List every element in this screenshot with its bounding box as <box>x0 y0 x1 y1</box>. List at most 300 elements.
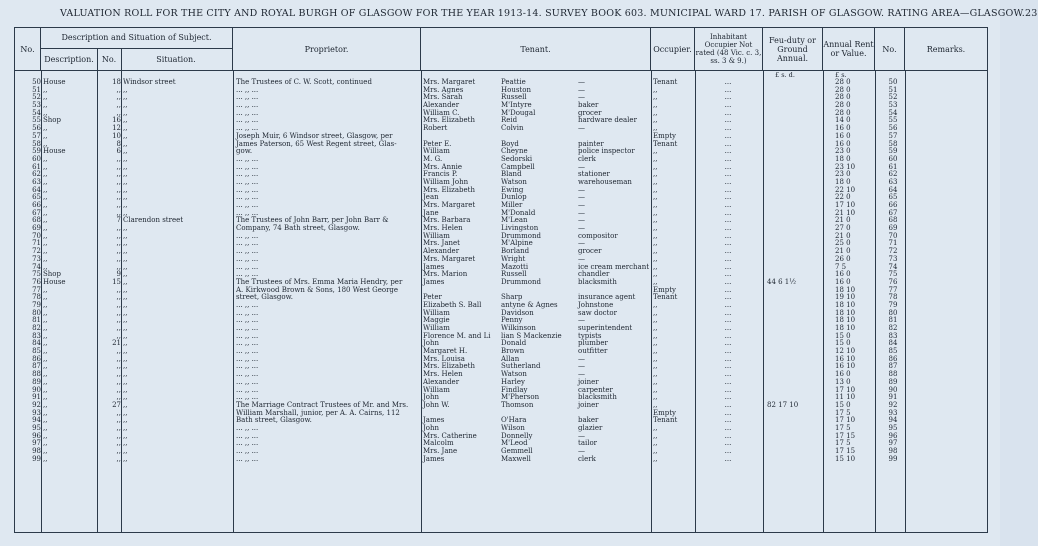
cell-prop: ... ,, ... <box>236 116 259 125</box>
cell-no2: 57 <box>888 131 898 140</box>
cell-sn: Harley <box>501 377 525 386</box>
cell-inh: ... <box>724 139 732 148</box>
cell-desc: ,, <box>43 85 48 94</box>
cell-num: ,, <box>116 408 121 417</box>
cell-num: ,, <box>116 201 121 209</box>
cell-fn: Mrs. Margaret <box>423 254 476 263</box>
cell-rent: 17 10 <box>835 385 856 394</box>
cell-desc: ,, <box>43 285 48 294</box>
cell-desc: ,, <box>43 177 48 186</box>
cell-no: 95 <box>32 423 41 432</box>
cell-inh: ... <box>724 331 732 340</box>
cell-num: ,, <box>116 162 121 171</box>
cell-occ: — <box>578 316 585 325</box>
cell-inh: ... <box>724 177 732 186</box>
cell-rent: 28 0 <box>835 108 851 117</box>
cell-occ: superintendent <box>578 324 633 332</box>
cell-oc: Empty <box>653 285 676 294</box>
cell-fn: Jean <box>423 193 439 202</box>
cell-rent: 17 5 <box>835 408 851 417</box>
cell-num: ,, <box>116 316 121 325</box>
cell-num: 8 <box>116 139 121 148</box>
cell-num: 18 <box>112 78 121 86</box>
cell-desc: ,, <box>43 370 48 379</box>
cell-no: 97 <box>32 439 41 448</box>
cell-no2: 70 <box>888 231 898 240</box>
cell-inh: ... <box>724 277 732 286</box>
cell-num: ,, <box>116 331 121 340</box>
cell-no2: 59 <box>888 147 898 156</box>
cell-oc: ,, <box>653 347 658 356</box>
cell-fn: Mrs. Agnes <box>423 85 464 94</box>
cell-inh: ... <box>724 362 732 371</box>
cell-oc: ,, <box>653 447 658 455</box>
cell-no2: 75 <box>888 270 898 279</box>
cell-inh: ... <box>724 431 732 440</box>
cell-no2: 94 <box>888 416 898 425</box>
cell-occ: — <box>578 254 585 263</box>
cell-fn: Alexander <box>423 247 460 256</box>
cell-no2: 56 <box>888 124 898 133</box>
cell-desc: ,, <box>43 108 48 117</box>
cell-sn: Russell <box>501 270 527 279</box>
cell-inh: ... <box>724 131 732 140</box>
cell-desc: ,, <box>43 439 48 448</box>
cell-num: ,, <box>116 231 121 240</box>
cell-num: 7 <box>116 216 121 225</box>
cell-oc: Tenant <box>653 139 678 148</box>
cell-sn: Maxwell <box>501 454 531 463</box>
cell-num: 9 <box>116 270 121 279</box>
cell-fn: James <box>423 454 445 463</box>
cell-no: 77 <box>32 285 41 294</box>
cell-no2: 54 <box>888 108 898 117</box>
cell-prop: ... ,, ... <box>236 308 259 317</box>
cell-fn: Mrs. Catherine <box>423 431 477 440</box>
cell-desc: ,, <box>43 393 48 402</box>
cell-desc: Shop <box>43 270 61 279</box>
cell-prop: ... ,, ... <box>236 370 259 379</box>
cell-fn: Mrs. Margaret <box>423 78 476 86</box>
cell-fn: M. G. <box>423 154 443 163</box>
cell-sn: Penny <box>501 316 523 325</box>
cell-rent: 21 0 <box>835 216 851 225</box>
cell-fn: Mrs. Elizabeth <box>423 185 475 194</box>
cell-num: ,, <box>116 285 121 294</box>
cell-sit: ,, <box>123 447 128 455</box>
cell-occ: grocer <box>578 247 602 256</box>
cell-oc: ,, <box>653 262 658 271</box>
cell-num: 21 <box>112 339 121 348</box>
cell-rent: 15 10 <box>835 454 856 463</box>
cell-no: 81 <box>32 316 41 325</box>
cell-fn: Alexander <box>423 101 460 110</box>
cell-desc: ,, <box>43 385 48 394</box>
cell-desc: ,, <box>43 170 48 179</box>
cell-sit: ,, <box>123 239 128 248</box>
cell-occ: — <box>578 208 585 217</box>
cell-fn: Francis P. <box>423 170 458 179</box>
cell-num: ,, <box>116 185 121 194</box>
cell-occ: — <box>578 362 585 371</box>
cell-num: ,, <box>116 416 121 425</box>
cell-fn: James <box>423 277 445 286</box>
cell-inh: ... <box>724 339 732 348</box>
cell-num: ,, <box>116 93 121 102</box>
cell-sit: ,, <box>123 85 128 94</box>
cell-inh: ... <box>724 124 732 133</box>
cell-oc: ,, <box>653 339 658 348</box>
cell-inh: ... <box>724 78 732 86</box>
cell-occ: — <box>578 162 585 171</box>
col-sit-header: Situation. <box>156 55 196 64</box>
cell-prop: The Trustees of Mrs. Emma Maria Hendry, per <box>236 277 403 286</box>
cell-occ: — <box>578 224 585 233</box>
cell-no2: 95 <box>888 423 898 432</box>
cell-prop: ... ,, ... <box>236 193 259 202</box>
cell-sit: ,, <box>123 185 128 194</box>
cell-no2: 79 <box>888 300 898 309</box>
cell-sn: Mazotti <box>501 262 529 271</box>
cell-sit: ,, <box>123 224 128 233</box>
cell-inh: ... <box>724 231 732 240</box>
cell-desc: ,, <box>43 239 48 248</box>
cell-desc: ,, <box>43 208 48 217</box>
cell-inh: ... <box>724 208 732 217</box>
cell-no2: 78 <box>888 293 898 302</box>
cell-no: 71 <box>32 239 41 248</box>
cell-prop: ... ,, ... <box>236 300 259 309</box>
col-remarks-header: Remarks. <box>926 44 966 54</box>
cell-occ: ice cream merchant <box>578 262 650 271</box>
cell-fn: Mrs. Jane <box>423 447 458 455</box>
cell-num: ,, <box>116 377 121 386</box>
cell-sit: ,, <box>123 131 128 140</box>
cell-sit: ,, <box>123 377 128 386</box>
cell-sit: ,, <box>123 177 128 186</box>
cell-desc: ,, <box>43 347 48 356</box>
cell-no2: 91 <box>888 393 898 402</box>
cell-no: 78 <box>32 293 41 302</box>
cell-occ: painter <box>578 139 604 148</box>
cell-no2: 82 <box>888 324 898 332</box>
cell-sit: ,, <box>123 139 128 148</box>
cell-occ: blacksmith <box>578 277 617 286</box>
cell-sn: Wright <box>501 254 526 263</box>
cell-oc: ,, <box>653 254 658 263</box>
cell-sn: Thomson <box>501 400 534 409</box>
cell-occ: baker <box>578 416 599 425</box>
cell-occ: — <box>578 85 585 94</box>
cell-num: ,, <box>116 447 121 455</box>
cell-rent: 17 10 <box>835 416 856 425</box>
cell-fn: William <box>423 385 450 394</box>
cell-occ: stationer <box>578 170 610 179</box>
cell-no2: 88 <box>888 370 898 379</box>
cell-num: ,, <box>116 85 121 94</box>
cell-sit: ,, <box>123 124 128 133</box>
cell-occ: Johnstone <box>578 300 614 309</box>
cell-oc: ,, <box>653 431 658 440</box>
cell-oc: ,, <box>653 454 658 463</box>
cell-fn: Mrs. Sarah <box>423 93 463 102</box>
cell-inh: ... <box>724 347 732 356</box>
cell-oc: ,, <box>653 393 658 402</box>
cell-prop: ... ,, ... <box>236 170 259 179</box>
cell-oc: ,, <box>653 423 658 432</box>
cell-no: 73 <box>32 254 41 263</box>
cell-sn: Boyd <box>501 139 519 148</box>
cell-prop: ... ,, ... <box>236 362 259 371</box>
cell-no: 96 <box>32 431 41 440</box>
cell-desc: ,, <box>43 254 48 263</box>
cell-desc: ,, <box>43 224 48 233</box>
cell-rent: 17 5 <box>835 439 851 448</box>
cell-oc: Tenant <box>653 293 678 302</box>
cell-prop: ... ,, ... <box>236 316 259 325</box>
cell-rent: 22 10 <box>835 185 856 194</box>
cell-sit: Windsor street <box>123 78 176 86</box>
cell-occ: compositor <box>578 231 618 240</box>
cell-desc: House <box>43 147 66 156</box>
cell-sn: M'Dougal <box>501 108 536 117</box>
cell-no2: 73 <box>888 254 898 263</box>
cell-fn: Robert <box>423 124 448 133</box>
cell-oc: Empty <box>653 131 676 140</box>
cell-rent: 18 0 <box>835 177 851 186</box>
cell-num: ,, <box>116 193 121 202</box>
cell-sn: M'Lean <box>501 216 528 225</box>
cell-oc: ,, <box>653 231 658 240</box>
cell-oc: ,, <box>653 185 658 194</box>
cell-sit: ,, <box>123 93 128 102</box>
cell-no: 85 <box>32 347 41 356</box>
cell-fn: Mrs. Marion <box>423 270 468 279</box>
cell-rent: 16 10 <box>835 354 856 363</box>
cell-occ: warehouseman <box>578 177 632 186</box>
cell-rent: 16 10 <box>835 362 856 371</box>
cell-rent: 19 10 <box>835 293 856 302</box>
cell-sn: Brown <box>501 347 525 356</box>
cell-prop: The Trustees of C. W. Scott, continued <box>236 78 372 86</box>
cell-fn: William <box>423 231 450 240</box>
cell-inh: ... <box>724 201 732 209</box>
cell-sit: ,, <box>123 270 128 279</box>
cell-fn: Malcolm <box>423 439 454 448</box>
cell-sit: ,, <box>123 339 128 348</box>
cell-prop: ... ,, ... <box>236 201 259 209</box>
cell-sn: Cheyne <box>501 147 528 156</box>
cell-oc: ,, <box>653 85 658 94</box>
cell-oc: ,, <box>653 101 658 110</box>
col-prop-header: Proprietor. <box>233 28 421 70</box>
cell-sn: Wilkinson <box>501 324 536 332</box>
cell-fn: Maggie <box>423 316 450 325</box>
cell-num: ,, <box>116 454 121 463</box>
cell-sn: Drummond <box>501 277 541 286</box>
cell-rent: 27 0 <box>835 224 851 233</box>
cell-num: ,, <box>116 385 121 394</box>
cell-inh: ... <box>724 185 732 194</box>
cell-oc: ,, <box>653 162 658 171</box>
cell-no2: 98 <box>888 447 898 455</box>
cell-sit: ,, <box>123 293 128 302</box>
cell-sn: Ewing <box>501 185 524 194</box>
cell-oc: ,, <box>653 170 658 179</box>
cell-inh: ... <box>724 116 732 125</box>
cell-rent: 18 10 <box>835 324 856 332</box>
cell-desc: ,, <box>43 408 48 417</box>
cell-fn: Jane <box>423 208 439 217</box>
cell-sn: Wilson <box>501 423 525 432</box>
cell-no: 89 <box>32 377 41 386</box>
cell-sit: ,, <box>123 170 128 179</box>
cell-sit: ,, <box>123 423 128 432</box>
cell-oc: ,, <box>653 193 658 202</box>
cell-inh: ... <box>724 324 732 332</box>
rent-units: £ s. <box>835 71 847 79</box>
cell-occ: hardware dealer <box>578 116 637 125</box>
cell-desc: ,, <box>43 131 48 140</box>
col-no-header: No. <box>15 28 41 70</box>
cell-occ: — <box>578 354 585 363</box>
cell-prop: ... ,, ... <box>236 262 259 271</box>
cell-sit: ,, <box>123 231 128 240</box>
cell-prop: ... ,, ... <box>236 124 259 133</box>
cell-desc: ,, <box>43 247 48 256</box>
cell-desc: ,, <box>43 162 48 171</box>
cell-fn: Peter E. <box>423 139 452 148</box>
cell-fn: James <box>423 262 445 271</box>
cell-num: ,, <box>116 354 121 363</box>
cell-prop: ... ,, ... <box>236 270 259 279</box>
cell-rent: 16 0 <box>835 139 851 148</box>
cell-rent: 28 0 <box>835 78 851 86</box>
cell-rent: 21 10 <box>835 208 856 217</box>
cell-oc: Tenant <box>653 416 678 425</box>
cell-prop: ... ,, ... <box>236 239 259 248</box>
cell-num: ,, <box>116 177 121 186</box>
cell-no: 75 <box>32 270 41 279</box>
cell-fn: Mrs. Annie <box>423 162 463 171</box>
cell-num: ,, <box>116 154 121 163</box>
cell-desc: ,, <box>43 101 48 110</box>
cell-prop: ... ,, ... <box>236 447 259 455</box>
cell-no: 83 <box>32 331 41 340</box>
cell-oc: ,, <box>653 385 658 394</box>
cell-oc: ,, <box>653 270 658 279</box>
cell-prop: ... ,, ... <box>236 154 259 163</box>
cell-prop: Company, 74 Bath street, Glasgow. <box>236 224 360 233</box>
cell-fn: John W. <box>423 400 450 409</box>
cell-rent: 17 5 <box>835 423 851 432</box>
cell-num: ,, <box>116 239 121 248</box>
cell-fn: Mrs. Helen <box>423 370 463 379</box>
cell-prop: ... ,, ... <box>236 324 259 332</box>
cell-occ: plumber <box>578 339 608 348</box>
cell-no: 88 <box>32 370 41 379</box>
cell-inh: ... <box>724 162 732 171</box>
desc-group-title: Description and Situation of Subject. <box>41 28 232 49</box>
cell-sn: Miller <box>501 201 523 209</box>
cell-prop: ... ,, ... <box>236 385 259 394</box>
cell-occ: saw doctor <box>578 308 617 317</box>
cell-no2: 76 <box>888 277 898 286</box>
cell-occ: — <box>578 239 585 248</box>
cell-sn: Donnelly <box>501 431 533 440</box>
cell-desc: ,, <box>43 262 48 271</box>
cell-occ: clerk <box>578 154 596 163</box>
cell-sn: Bland <box>501 170 522 179</box>
cell-fn: Mrs. Janet <box>423 239 460 248</box>
cell-no: 57 <box>32 131 41 140</box>
cell-occ: — <box>578 370 585 379</box>
cell-rent: 16 0 <box>835 370 851 379</box>
cell-prop: ... ,, ... <box>236 231 259 240</box>
cell-no2: 89 <box>888 377 898 386</box>
cell-no: 69 <box>32 224 41 233</box>
cell-no: 60 <box>32 154 41 163</box>
cell-sn: Watson <box>501 177 527 186</box>
cell-occ: baker <box>578 101 599 110</box>
cell-inh: ... <box>724 270 732 279</box>
cell-no2: 67 <box>888 208 898 217</box>
cell-oc: Tenant <box>653 78 678 86</box>
cell-inh: ... <box>724 239 732 248</box>
cell-no2: 68 <box>888 216 898 225</box>
cell-rent: 11 10 <box>835 393 856 402</box>
cell-fn: Mrs. Elizabeth <box>423 362 475 371</box>
cell-rent: 21 0 <box>835 231 851 240</box>
cell-no2: 52 <box>888 93 898 102</box>
cell-oc: ,, <box>653 300 658 309</box>
cell-num: 15 <box>112 277 121 286</box>
cell-sit: ,, <box>123 208 128 217</box>
cell-num: ,, <box>116 170 121 179</box>
cell-no2: 66 <box>888 201 898 209</box>
cell-sit: ,, <box>123 116 128 125</box>
cell-no2: 92 <box>888 400 898 409</box>
cell-sit: ,, <box>123 162 128 171</box>
cell-sn: O'Hara <box>501 416 527 425</box>
cell-rent: 15 0 <box>835 339 851 348</box>
cell-oc: ,, <box>653 308 658 317</box>
cell-rent: 23 0 <box>835 147 851 156</box>
cell-no: 58 <box>32 139 41 148</box>
cell-oc: ,, <box>653 116 658 125</box>
cell-sit: ,, <box>123 193 128 202</box>
cell-prop: The Trustees of John Barr, per John Barr & <box>236 216 389 225</box>
cell-no: 54 <box>32 108 41 117</box>
cell-no2: 85 <box>888 347 898 356</box>
cell-feu: 44 6 1½ <box>767 277 797 286</box>
cell-prop: ... ,, ... <box>236 454 259 463</box>
cell-desc: ,, <box>43 431 48 440</box>
cell-num: ,, <box>116 262 121 271</box>
cell-sit: ,, <box>123 347 128 356</box>
cell-sn: Sedorski <box>501 154 533 163</box>
cell-sit: ,, <box>123 101 128 110</box>
cell-no2: 97 <box>888 439 898 448</box>
cell-rent: 17 15 <box>835 431 856 440</box>
cell-sit: ,, <box>123 439 128 448</box>
cell-desc: ,, <box>43 154 48 163</box>
cell-desc: ,, <box>43 93 48 102</box>
cell-num: 10 <box>112 131 121 140</box>
cell-oc: ,, <box>653 400 658 409</box>
cell-sn: antyne & Agnes <box>501 300 558 309</box>
cell-no: 61 <box>32 162 41 171</box>
